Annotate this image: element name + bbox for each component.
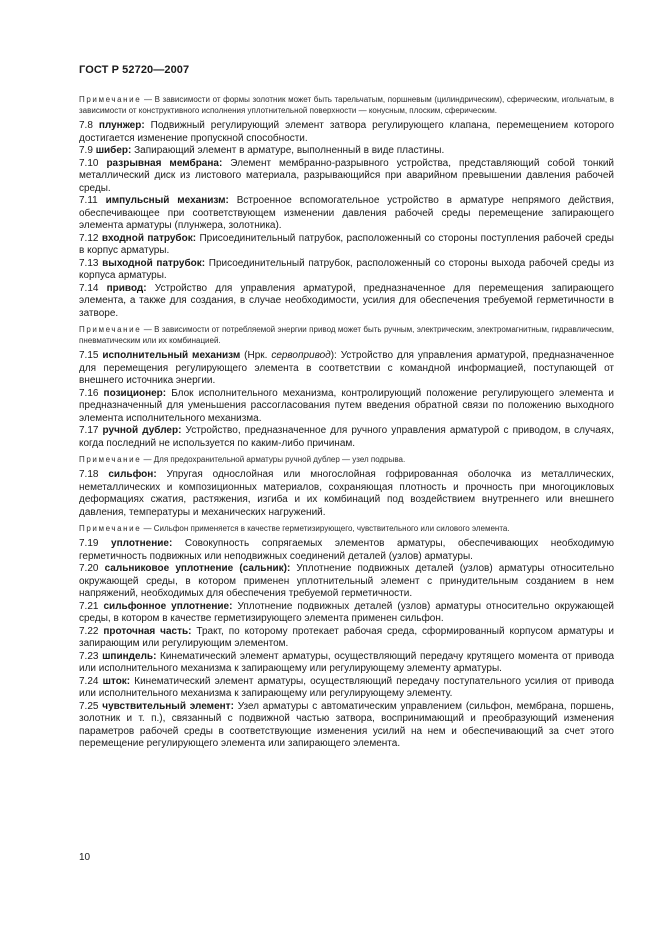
definition-paragraph <box>79 425 614 450</box>
defined-term: шибер: <box>95 145 132 156</box>
definition-paragraph <box>79 388 614 426</box>
definition-paragraph <box>79 283 614 321</box>
defined-term: проточная часть: <box>103 625 192 637</box>
note-paragraph <box>79 523 614 534</box>
clause-number: 7.19 <box>79 538 99 549</box>
definition-paragraph <box>79 538 614 563</box>
defined-term: привод: <box>106 282 147 294</box>
deprecated-term: сервопривод <box>271 350 331 361</box>
clause-number: 7.10 <box>79 157 99 169</box>
definition-paragraph <box>79 195 614 233</box>
clause-number: 7.12 <box>79 232 99 244</box>
definition-text: Присоединительный патрубок, расположенный со стороны выхода рабочей среды из корпуса арматуры. <box>79 257 615 281</box>
note-paragraph <box>79 94 614 116</box>
note-label: Примечание <box>79 524 142 533</box>
note-paragraph <box>79 324 614 346</box>
definition-text: Устройство, предназначенное для ручного управления арматурой с приводом, в случаях, когда последний не используется по каким-либо причинам. <box>79 425 614 449</box>
defined-term: исполнительный механизм <box>102 350 241 361</box>
clause-number: 7.22 <box>79 625 99 637</box>
definition-text: Узел арматуры с автоматическим управлением (сильфон, мембрана, поршень, золотник и т. п.), связанный с подвижной частью затвора, воспринимающий и преобразующий изменения параметров рабочей среды в соответствующие изменения усилий на нем и обеспечивающий за счет этого перемещение регулирующего элемента или запирающего элемента. <box>79 700 614 749</box>
clause-number: 7.24 <box>79 675 99 687</box>
defined-term: шток: <box>102 675 131 687</box>
document-body <box>79 94 614 751</box>
definition-text: Кинематический элемент арматуры, осуществляющий передачу поступательного усилия от привода или исполнительного механизма к запирающему или регулирующему элементу. <box>79 675 614 699</box>
definition-text: Тракт, по которому протекает рабочая среда, сформированный корпусом арматуры и запирающим или регулирующим элементом. <box>79 625 614 649</box>
note-label: Примечание <box>79 455 142 464</box>
defined-term: позиционер: <box>103 387 167 399</box>
note-text: — В зависимости от формы золотник может быть тарельчатым, поршневым (цилиндрическим), сферическим, игольчатым, в зависимости от конструктивного исполнения уплотнительной поверхности — конусным, плоским, сферическим. <box>79 95 614 115</box>
clause-number: 7.20 <box>79 563 99 574</box>
clause-number: 7.17 <box>79 425 99 436</box>
defined-term: ручной дублер: <box>102 425 182 436</box>
defined-term: разрывная мембрана: <box>106 157 223 169</box>
note-label: Примечание <box>79 95 142 104</box>
note-text: — В зависимости от потребляемой энергии привод может быть ручным, электрическим, электромагнитным, гидравлическим, пневматическим или их комбинацией. <box>79 325 614 345</box>
note-text: — Сильфон применяется в качестве герметизирующего, чувствительного или силового элемента. <box>141 524 510 533</box>
definition-paragraph <box>79 233 614 258</box>
defined-term: входной патрубок: <box>101 232 197 244</box>
defined-term: плунжер: <box>98 120 145 131</box>
definition-text: Элемент мембранно-разрывного устройства, представляющий собой тонкий металлический диск из листового материала, разрывающийся при аварийном превышении давления рабочей среды. <box>79 157 614 194</box>
definition-text: Устройство для управления арматурой, предназначенное для перемещения запирающего элемента, а также для создания, в случае необходимости, усилия для обеспечения требуемой герметичности в затворе. <box>79 282 614 319</box>
definition-paragraph <box>79 120 614 145</box>
defined-term: сальниковое уплотнение (сальник): <box>104 563 291 574</box>
clause-number: 7.23 <box>79 650 99 662</box>
clause-number: 7.8 <box>79 120 93 131</box>
term-note: (Нрк. <box>240 350 272 361</box>
definition-paragraph <box>79 626 614 651</box>
defined-term: импульсный механизм: <box>105 195 229 206</box>
clause-number: 7.11 <box>79 195 98 206</box>
note-text: — Для предохранительной арматуры ручной дублер — узел подрыва. <box>141 455 406 464</box>
defined-term: шпиндель: <box>102 650 157 662</box>
clause-number: 7.18 <box>79 469 99 480</box>
definition-paragraph <box>79 158 614 196</box>
clause-number: 7.14 <box>79 282 99 294</box>
definition-text: Присоединительный патрубок, расположенный со стороны поступления рабочей среды в корпус арматуры. <box>79 232 614 256</box>
defined-term: уплотнение: <box>111 538 173 549</box>
definition-paragraph <box>79 676 614 701</box>
clause-number: 7.21 <box>79 600 99 612</box>
clause-number: 7.25 <box>79 700 99 712</box>
definition-text: Кинематический элемент арматуры, осуществляющий передачу крутящего момента от привода или исполнительного механизма к запирающему или регулирующему элементу арматуры. <box>79 650 615 674</box>
clause-number: 7.15 <box>79 350 99 361</box>
definition-text: Уплотнение подвижных деталей (узлов) арматуры относительно окружающей среды, в котором в качестве герметизирующего элемента применен сильфон. <box>79 600 614 624</box>
definition-paragraph <box>79 350 614 388</box>
definition-paragraph <box>79 651 614 676</box>
defined-term: выходной патрубок: <box>102 257 206 269</box>
definition-text: Совокупность сопрягаемых элементов арматуры, обеспечивающих необходимую герметичность подвижных или неподвижных соединений деталей (узлов) арматуры. <box>79 538 614 562</box>
definition-paragraph <box>79 145 614 158</box>
defined-term: чувствительный элемент: <box>102 700 234 712</box>
definition-paragraph <box>79 469 614 519</box>
definition-text: Блок исполнительного механизма, контролирующий положение регулирующего элемента и предназначенный для уменьшения рассогласования путем введения обратной связи по положению выходного элемента исполнительного механизма. <box>79 387 615 424</box>
definition-text: Подвижный регулирующий элемент затвора регулирующего клапана, перемещением которого достигается изменение пропускной способности. <box>79 120 615 144</box>
clause-number: 7.9 <box>79 145 93 156</box>
clause-number: 7.16 <box>79 387 99 399</box>
defined-term: сильфон: <box>108 469 157 480</box>
definition-text: Уплотнение подвижных деталей (узлов) арматуры относительно окружающей среды, в котором применен уплотнительный элемент с принудительным созданием в нем напряжений, необходимых для обеспечения требуемой герметичности. <box>79 563 615 599</box>
definition-text: ): Устройство для управления арматурой, предназначенное для перемещения регулирующего элемента в соответствии с командной информацией, поступающей от внешнего источника энергии. <box>79 350 615 386</box>
document-header: ГОСТ Р 52720—2007 <box>79 64 190 76</box>
definition-paragraph <box>79 563 614 601</box>
definition-paragraph <box>79 258 614 283</box>
definition-text: Запирающий элемент в арматуре, выполненный в виде пластины. <box>131 145 445 156</box>
definition-paragraph <box>79 601 614 626</box>
definition-text: Встроенное вспомогательное устройство в арматуре непрямого действия, обеспечивающее при соответствующем изменении давления рабочей среды перемещение запирающего элемента арматуры (плунжера, золотника). <box>79 195 615 231</box>
clause-number: 7.13 <box>79 257 99 269</box>
defined-term: сильфонное уплотнение: <box>103 600 233 612</box>
definition-paragraph <box>79 701 614 751</box>
note-paragraph <box>79 454 614 465</box>
note-label: Примечание <box>79 325 142 334</box>
page-number: 10 <box>79 852 91 863</box>
definition-text: Упругая однослойная или многослойная гофрированная оболочка из металлических, неметаллических и композиционных материалов, сохраняющая плотность и прочность при многоцикловых деформациях сжатия, растяжения, изгиба и их комбинаций под воздействием внутреннего или внешнего давления, температуры и механических нагружений. <box>79 469 614 518</box>
